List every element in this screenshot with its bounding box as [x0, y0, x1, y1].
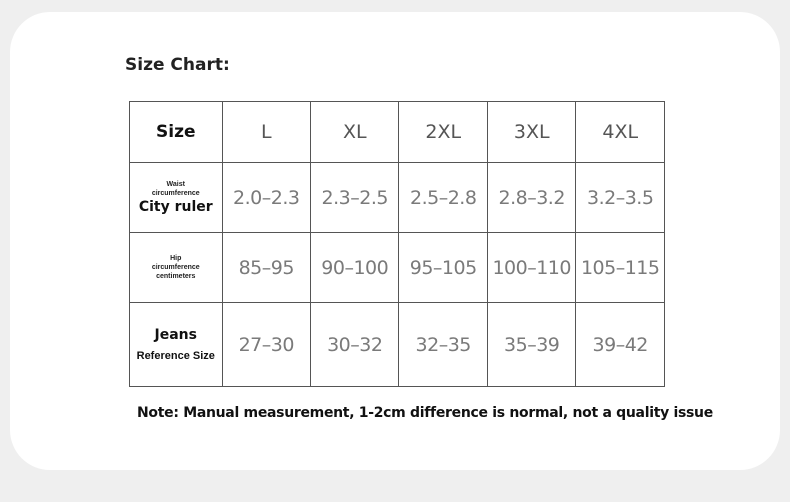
table-cell: 90–100: [311, 233, 399, 303]
measurement-note: Note: Manual measurement, 1-2cm difference is normal, not a quality issue: [137, 405, 713, 421]
size-table: [129, 101, 665, 387]
jeans-label-cell: [130, 303, 223, 387]
table-cell: 2.5–2.8: [399, 163, 487, 233]
hip-label-small-3: centimeters: [156, 273, 196, 280]
table-row-waist: [130, 163, 665, 233]
size-l-header: L: [222, 102, 310, 163]
table-cell: 95–105: [399, 233, 487, 303]
table-cell: 100–110: [487, 233, 575, 303]
table-cell: 2.0–2.3: [222, 163, 310, 233]
size-3xl-header: 3XL: [487, 102, 575, 163]
table-cell: 2.8–3.2: [487, 163, 575, 233]
waist-label-small-2: circumference: [151, 189, 200, 197]
hip-label-small-2: circumference: [151, 264, 200, 271]
table-cell: 39–42: [576, 303, 665, 387]
hip-label-small: Hip: [170, 255, 182, 262]
waist-label-small: Waist: [166, 180, 185, 188]
hip-label-cell: [130, 233, 223, 303]
size-header-cell: Size: [130, 102, 223, 163]
table-cell: 3.2–3.5: [576, 163, 665, 233]
table-cell: 35–39: [487, 303, 575, 387]
jeans-label-main: Jeans: [154, 326, 197, 343]
waist-label-main: City ruler: [138, 198, 213, 215]
table-cell: 2.3–2.5: [311, 163, 399, 233]
size-xl-header: XL: [311, 102, 399, 163]
table-cell: 30–32: [311, 303, 399, 387]
table-row-hip: [130, 233, 665, 303]
table-row-jeans: [130, 303, 665, 387]
table-header-row: [130, 102, 665, 163]
table-cell: 27–30: [222, 303, 310, 387]
page-title: Size Chart:: [125, 55, 230, 75]
table-cell: 85–95: [222, 233, 310, 303]
jeans-label-sub: Reference Size: [136, 349, 215, 362]
size-4xl-header: 4XL: [576, 102, 665, 163]
table-cell: 32–35: [399, 303, 487, 387]
size-2xl-header: 2XL: [399, 102, 487, 163]
table-cell: 105–115: [576, 233, 665, 303]
waist-label-cell: [130, 163, 223, 233]
